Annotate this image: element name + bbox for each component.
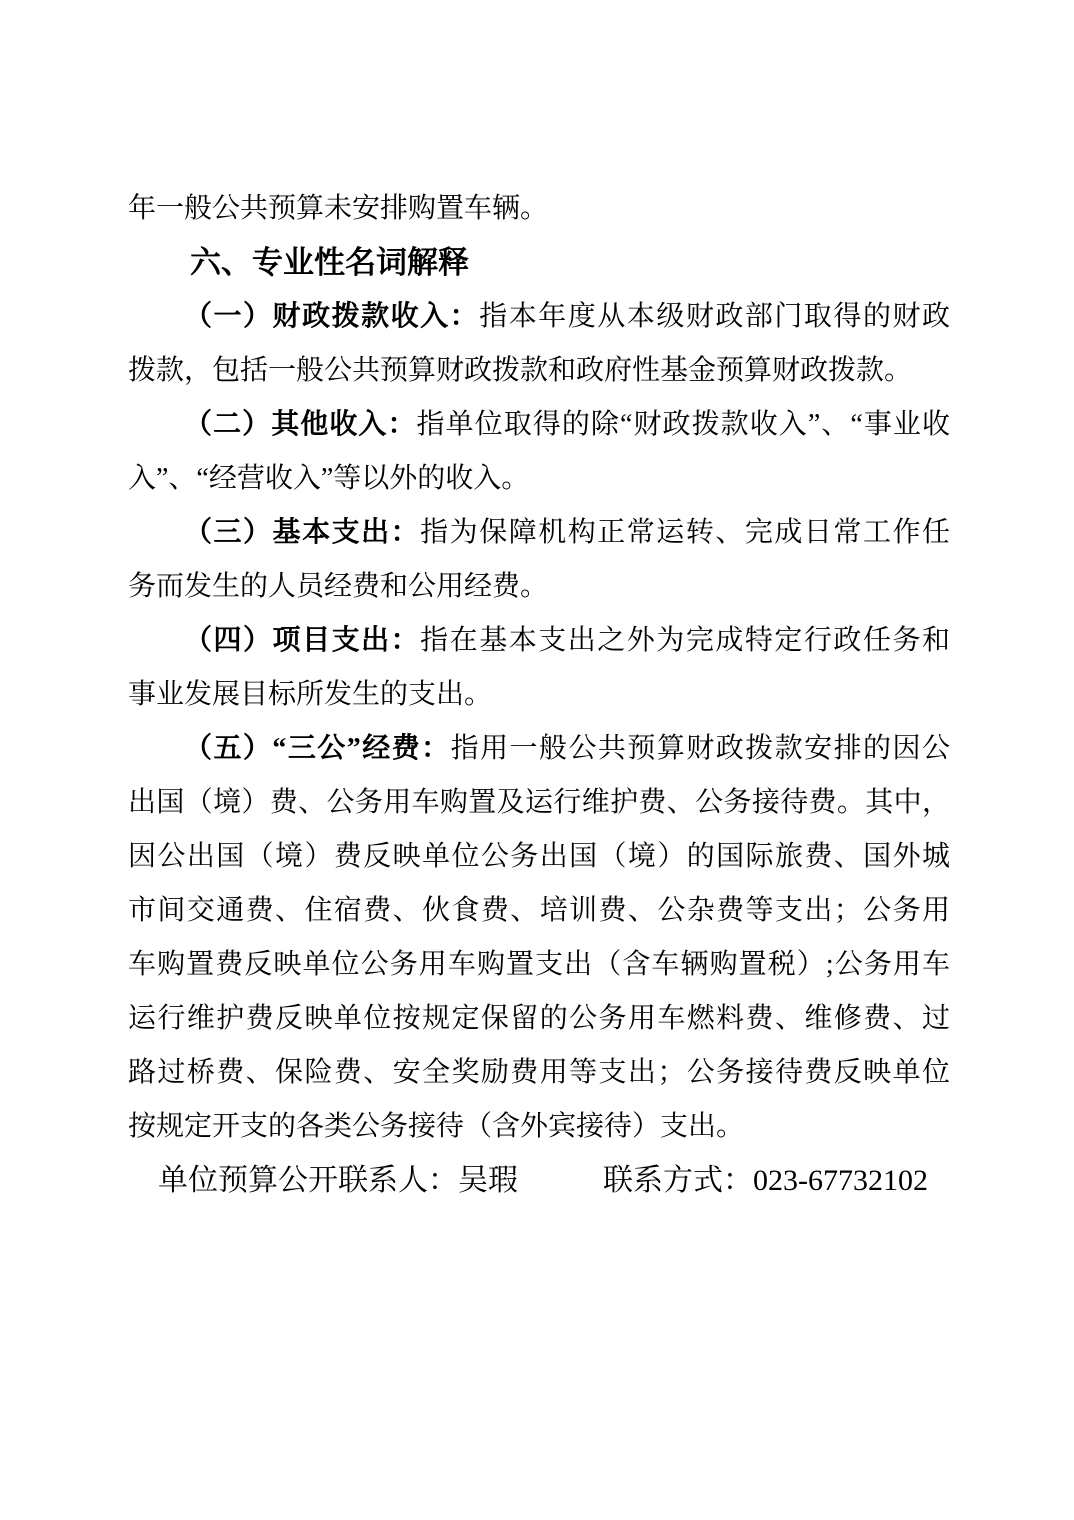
term-5-line-4: 市间交通费、住宿费、伙食费、培训费、公杂费等支出；公务用 xyxy=(128,895,950,926)
contact-method: 联系方式：023-67732102 xyxy=(603,1164,928,1197)
document-content xyxy=(128,182,950,1208)
term-1-text: 指本年度从本级财政部门取得的财政 xyxy=(479,301,950,332)
term-3-line-2: 务而发生的人员经费和公用经费。 xyxy=(128,571,549,602)
section-heading: 六、专业性名词解释 xyxy=(190,245,469,280)
term-2-line-2: 入”、“经营收入”等以外的收入。 xyxy=(128,463,530,494)
contact-line xyxy=(128,1154,950,1208)
term-5-line-3: 因公出国（境）费反映单位公务出国（境）的国际旅费、国外城 xyxy=(128,841,950,872)
term-2-line-1 xyxy=(128,398,950,452)
term-4-label: （四）项目支出： xyxy=(184,625,421,656)
term-5-line-7: 路过桥费、保险费、安全奖励费用等支出；公务接待费反映单位 xyxy=(128,1057,950,1088)
contact-person: 单位预算公开联系人：吴瑕 xyxy=(158,1164,518,1197)
term-1-label: （一）财政拨款收入： xyxy=(184,301,480,332)
paragraph-continuation-line: 年一般公共预算未安排购置车辆。 xyxy=(128,193,549,224)
term-5-label: （五）“三公”经费： xyxy=(184,733,451,764)
term-5-line-8: 按规定开支的各类公务接待（含外宾接待）支出。 xyxy=(128,1111,745,1142)
term-2-text: 指单位取得的除“财政拨款收入”、“事业收 xyxy=(416,409,950,440)
term-3-line-1 xyxy=(128,506,950,560)
term-4-text: 指在基本支出之外为完成特定行政任务和 xyxy=(420,625,950,656)
term-5-line-1 xyxy=(128,722,950,776)
term-1-line-2: 拨款，包括一般公共预算财政拨款和政府性基金预算财政拨款。 xyxy=(128,355,913,386)
term-2-label: （二）其他收入： xyxy=(184,409,417,440)
term-3-text: 指为保障机构正常运转、完成日常工作任 xyxy=(420,517,950,548)
term-3-label: （三）基本支出： xyxy=(184,517,421,548)
term-5-line-6: 运行维护费反映单位按规定保留的公务用车燃料费、维修费、过 xyxy=(128,1003,950,1034)
term-5-text: 指用一般公共预算财政拨款安排的因公 xyxy=(450,733,950,764)
term-5-line-5: 车购置费反映单位公务用车购置支出（含车辆购置税）;公务用车 xyxy=(128,949,950,980)
term-5-line-2: 出国（境）费、公务用车购置及运行维护费、公务接待费。其中， xyxy=(128,787,950,818)
contact-gap-spacer xyxy=(518,1189,603,1190)
term-1-line-1 xyxy=(128,290,950,344)
term-4-line-2: 事业发展目标所发生的支出。 xyxy=(128,679,493,710)
term-4-line-1 xyxy=(128,614,950,668)
